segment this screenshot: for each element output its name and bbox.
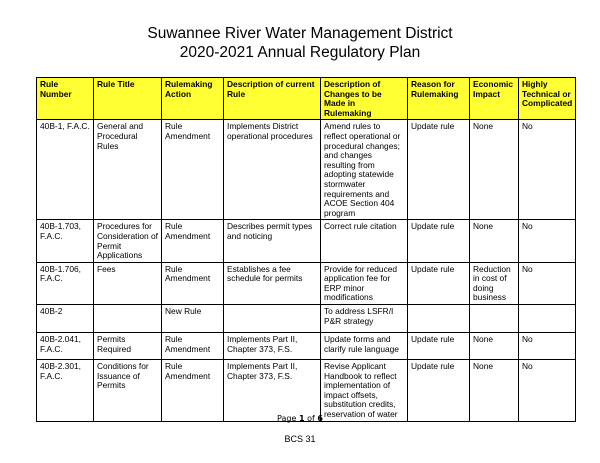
cell-economic-impact: None [470, 333, 519, 360]
table-row [37, 305, 576, 333]
cell-economic-impact: None [470, 120, 519, 220]
cell-changes: Update forms and clarify rule language [321, 333, 408, 360]
cell-highly-technical: No [519, 262, 576, 304]
cell-reason: Update rule [408, 220, 470, 262]
header-highly-technical: Highly Technical or Complicated [519, 78, 576, 120]
cell-rulemaking-action: Rule Amendment [162, 262, 224, 304]
cell-current-rule: Implements District operational procedures [224, 120, 321, 220]
table-row [37, 333, 576, 360]
header-changes: Description of Changes to be Made in Rulemaking [321, 78, 408, 120]
cell-rule-title: Procedures for Consideration of Permit Applications [94, 220, 162, 262]
cell-current-rule: Implements Part II, Chapter 373, F.S. [224, 333, 321, 360]
cell-rule-title: Fees [94, 262, 162, 304]
cell-changes: Amend rules to reflect operational or procedural changes; and changes resulting from adopting statewide stormwater requirements and ACOE Section 404 program [321, 120, 408, 220]
cell-reason: Update rule [408, 333, 470, 360]
cell-changes: Correct rule citation [321, 220, 408, 262]
cell-reason: Update rule [408, 360, 470, 422]
cell-rulemaking-action: Rule Amendment [162, 360, 224, 422]
cell-rulemaking-action: Rule Amendment [162, 120, 224, 220]
table-row [37, 360, 576, 422]
cell-reason: Update rule [408, 262, 470, 304]
cell-rule-number: 40B-2.041, F.A.C. [37, 333, 94, 360]
page-of: of [307, 414, 315, 423]
header-economic-impact: Economic Impact [470, 78, 519, 120]
cell-rule-title: Permits Required [94, 333, 162, 360]
cell-rulemaking-action: Rule Amendment [162, 333, 224, 360]
cell-rule-number: 40B-2 [37, 305, 94, 333]
document-code: BCS 31 [284, 434, 316, 444]
header-rule-number: Rule Number [37, 78, 94, 120]
cell-rule-title [94, 305, 162, 333]
cell-economic-impact [470, 305, 519, 333]
cell-highly-technical: No [519, 333, 576, 360]
cell-highly-technical: No [519, 360, 576, 422]
cell-changes: Revise Applicant Handbook to reflect implementation of impact offsets, substitution credits, reservation of water [321, 360, 408, 422]
header-rule-title: Rule Title [94, 78, 162, 120]
cell-economic-impact: None [470, 220, 519, 262]
page-word: Page [277, 414, 297, 423]
cell-rule-title: General and Procedural Rules [94, 120, 162, 220]
cell-changes: To address LSFR/I P&R strategy [321, 305, 408, 333]
cell-rule-title: Conditions for Issuance of Permits [94, 360, 162, 422]
page-indicator [0, 414, 600, 423]
cell-rulemaking-action: Rule Amendment [162, 220, 224, 262]
cell-rule-number: 40B-2.301, F.A.C. [37, 360, 94, 422]
cell-highly-technical [519, 305, 576, 333]
title-line-1: Suwannee River Water Management District [147, 25, 453, 42]
table-header-row [37, 78, 576, 120]
header-reason: Reason for Rulemaking [408, 78, 470, 120]
cell-economic-impact: None [470, 360, 519, 422]
cell-reason [408, 305, 470, 333]
cell-changes: Provide for reduced application fee for ERP minor modifications [321, 262, 408, 304]
header-rulemaking-action: Rulemaking Action [162, 78, 224, 120]
cell-reason: Update rule [408, 120, 470, 220]
cell-rule-number: 40B-1, F.A.C. [37, 120, 94, 220]
cell-rulemaking-action: New Rule [162, 305, 224, 333]
page-current: 1 [298, 414, 305, 423]
cell-current-rule: Establishes a fee schedule for permits [224, 262, 321, 304]
cell-current-rule [224, 305, 321, 333]
cell-economic-impact: Reduction in cost of doing business [470, 262, 519, 304]
cell-rule-number: 40B-1.706, F.A.C. [37, 262, 94, 304]
title-line-2: 2020-2021 Annual Regulatory Plan [179, 44, 421, 61]
cell-current-rule: Implements Part II, Chapter 373, F.S. [224, 360, 321, 422]
table-row [37, 262, 576, 304]
cell-rule-number: 40B-1.703, F.A.C. [37, 220, 94, 262]
header-current-rule: Description of current Rule [224, 78, 321, 120]
cell-highly-technical: No [519, 120, 576, 220]
page-total: 6 [317, 414, 323, 423]
cell-current-rule: Describes permit types and noticing [224, 220, 321, 262]
table-row [37, 220, 576, 262]
table-row [37, 120, 576, 220]
cell-highly-technical: No [519, 220, 576, 262]
document-title [0, 24, 600, 62]
regulatory-plan-table [36, 77, 576, 422]
